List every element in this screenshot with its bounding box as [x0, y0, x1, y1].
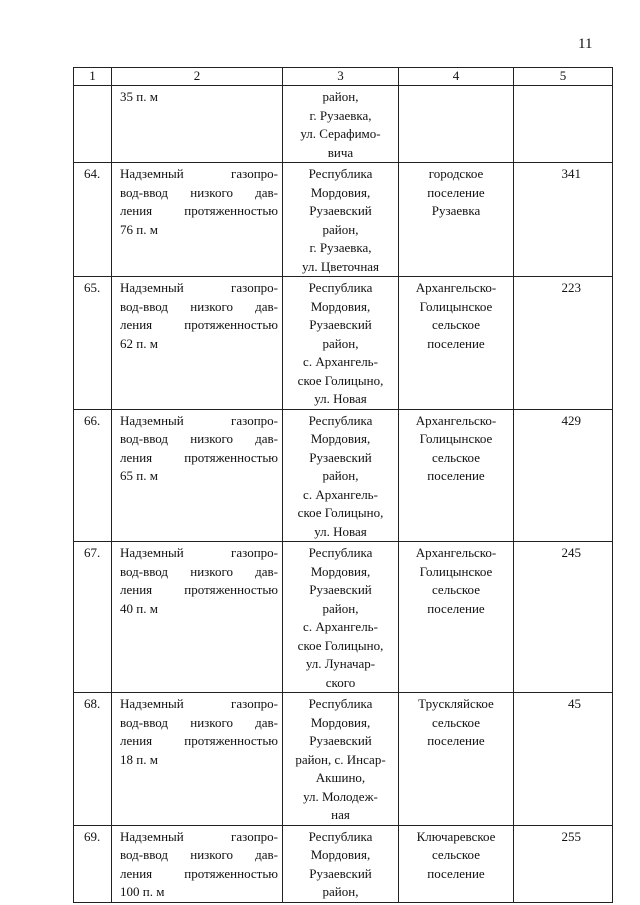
table-row [74, 86, 613, 163]
object-address [283, 277, 399, 410]
column-number-row [74, 68, 613, 86]
address-line: Республика [308, 412, 373, 428]
address-line: Республика [308, 545, 373, 560]
address-line: ная [331, 807, 350, 822]
settlement-line: Голицынское [419, 563, 493, 579]
address-line: Мордовия, [310, 431, 371, 446]
address-line: район, [322, 468, 359, 483]
column-header-4: 4 [399, 68, 514, 86]
object-name [112, 693, 283, 826]
object-address [283, 542, 399, 693]
object-name-line: ления протяженностью [120, 733, 278, 748]
address-line: Рузаевский [309, 865, 372, 881]
object-name-line: вод-ввод низкого дав- [120, 184, 278, 200]
table-row [74, 277, 613, 410]
address-line: Мордовия, [310, 847, 371, 862]
address-line: район, [322, 884, 359, 899]
object-name [112, 86, 283, 163]
object-name-line: вод-ввод низкого дав- [120, 431, 278, 446]
settlement-line: сельское [432, 847, 480, 862]
object-name-line: Надземный газопро- [120, 545, 278, 560]
object-name-line: Надземный газопро- [120, 828, 278, 844]
object-name-line: ления протяженностью [120, 865, 278, 881]
length-value [514, 86, 613, 163]
address-line: Мордовия, [310, 714, 371, 730]
table-row [74, 693, 613, 826]
settlement [399, 163, 514, 277]
length-value: 429 [514, 409, 613, 542]
row-number: 66. [74, 409, 112, 542]
object-address [283, 163, 399, 277]
object-name [112, 409, 283, 542]
address-line: район, [322, 89, 359, 104]
address-line: Акшино, [315, 770, 366, 785]
object-name-line: Надземный газопро- [120, 166, 278, 181]
object-name-line: ления протяженностью [120, 203, 278, 218]
object-name-line: ления протяженностью [120, 449, 278, 465]
object-name-line: 35 п. м [120, 89, 158, 104]
settlement-line: городское [428, 166, 484, 181]
object-name-line: Надземный газопро- [120, 280, 278, 295]
address-line: ул. Луначар- [305, 656, 376, 671]
table-row [74, 409, 613, 542]
address-line: район, с. Инсар- [295, 751, 386, 767]
length-value: 245 [514, 542, 613, 693]
object-name [112, 277, 283, 410]
address-line: с. Архангель- [303, 354, 378, 369]
row-number: 69. [74, 825, 112, 902]
settlement-line: поселение [427, 865, 485, 881]
gas-pipeline-table [73, 67, 613, 903]
object-address [283, 693, 399, 826]
settlement-line: сельское [432, 449, 480, 465]
object-name-line: Надземный газопро- [120, 412, 278, 428]
address-line: Республика [308, 166, 373, 181]
object-address [283, 825, 399, 902]
address-line: Республика [308, 696, 373, 711]
settlement [399, 542, 514, 693]
address-line: ское Голицыно, [297, 372, 384, 388]
settlement-line: Голицынское [419, 431, 493, 446]
settlement [399, 409, 514, 542]
length-value: 223 [514, 277, 613, 410]
row-number [74, 86, 112, 163]
address-line: вича [327, 144, 354, 160]
address-line: г. Рузаевка, [309, 107, 372, 123]
object-name [112, 163, 283, 277]
settlement-line: Ключаревское [416, 828, 496, 844]
settlement-line: поселение [427, 468, 485, 483]
settlement-line: Голицынское [419, 298, 493, 314]
object-name [112, 825, 283, 902]
column-header-1: 1 [74, 68, 112, 86]
address-line: ул. Новая [314, 391, 367, 406]
address-line: Рузаевский [309, 733, 372, 748]
address-line: г. Рузаевка, [309, 240, 372, 255]
length-value: 255 [514, 825, 613, 902]
address-line: ул. Цветочная [301, 258, 380, 274]
address-line: Мордовия, [310, 184, 371, 200]
address-line: Республика [308, 280, 373, 295]
settlement-line: сельское [432, 582, 480, 597]
column-header-5: 5 [514, 68, 613, 86]
row-number: 67. [74, 542, 112, 693]
table-row [74, 825, 613, 902]
object-name-line: вод-ввод низкого дав- [120, 563, 278, 579]
address-line: Рузаевский [309, 582, 372, 597]
address-line: с. Архангель- [303, 486, 378, 502]
settlement-line: Архангельско- [415, 412, 497, 428]
address-line: Рузаевский [309, 317, 372, 332]
settlement-line: поселение [427, 733, 485, 748]
address-line: ское Голицыно, [297, 637, 384, 653]
object-name [112, 542, 283, 693]
object-name-line: ления протяженностью [120, 582, 278, 597]
address-line: ского [325, 674, 356, 690]
address-line: ское Голицыно, [297, 505, 384, 520]
length-value: 45 [514, 693, 613, 826]
length-value: 341 [514, 163, 613, 277]
object-name-line: вод-ввод низкого дав- [120, 298, 278, 314]
address-line: район, [322, 221, 359, 237]
settlement-line: Архангельско- [415, 545, 497, 560]
column-header-3: 3 [283, 68, 399, 86]
object-name-line: 62 п. м [120, 335, 158, 351]
table-row [74, 163, 613, 277]
settlement [399, 277, 514, 410]
address-line: Рузаевский [309, 449, 372, 465]
address-line: район, [322, 600, 359, 616]
settlement-line: Рузаевка [431, 203, 481, 218]
settlement-line: Архангельско- [415, 280, 497, 295]
object-name-line: Надземный газопро- [120, 696, 278, 711]
address-line: Республика [308, 828, 373, 844]
column-header-2: 2 [112, 68, 283, 86]
address-line: Мордовия, [310, 563, 371, 579]
object-name-line: 40 п. м [120, 600, 158, 616]
address-line: Рузаевский [309, 203, 372, 218]
object-name-line: вод-ввод низкого дав- [120, 847, 278, 862]
object-name-line: 18 п. м [120, 751, 158, 767]
address-line: с. Архангель- [303, 619, 378, 634]
settlement [399, 86, 514, 163]
object-address [283, 409, 399, 542]
address-line: Мордовия, [310, 298, 371, 314]
address-line: ул. Новая [314, 523, 367, 539]
settlement-line: сельское [432, 714, 480, 730]
address-line: ул. Молодеж- [303, 788, 378, 804]
object-address [283, 86, 399, 163]
object-name-line: ления протяженностью [120, 317, 278, 332]
object-name-line: 76 п. м [120, 221, 158, 237]
object-name-line: 65 п. м [120, 468, 158, 483]
address-line: ул. Серафимо- [300, 126, 381, 141]
settlement-line: поселение [427, 335, 485, 351]
object-name-line: 100 п. м [120, 884, 165, 899]
settlement [399, 825, 514, 902]
settlement [399, 693, 514, 826]
table-row [74, 542, 613, 693]
row-number: 65. [74, 277, 112, 410]
page-number: 11 [578, 36, 593, 52]
address-line: район, [322, 335, 359, 351]
object-name-line: вод-ввод низкого дав- [120, 714, 278, 730]
table-body [74, 86, 613, 903]
settlement-line: Трускляйское [418, 696, 494, 711]
row-number: 68. [74, 693, 112, 826]
settlement-line: сельское [432, 317, 480, 332]
settlement-line: поселение [427, 600, 485, 616]
settlement-line: поселение [427, 184, 485, 200]
row-number: 64. [74, 163, 112, 277]
